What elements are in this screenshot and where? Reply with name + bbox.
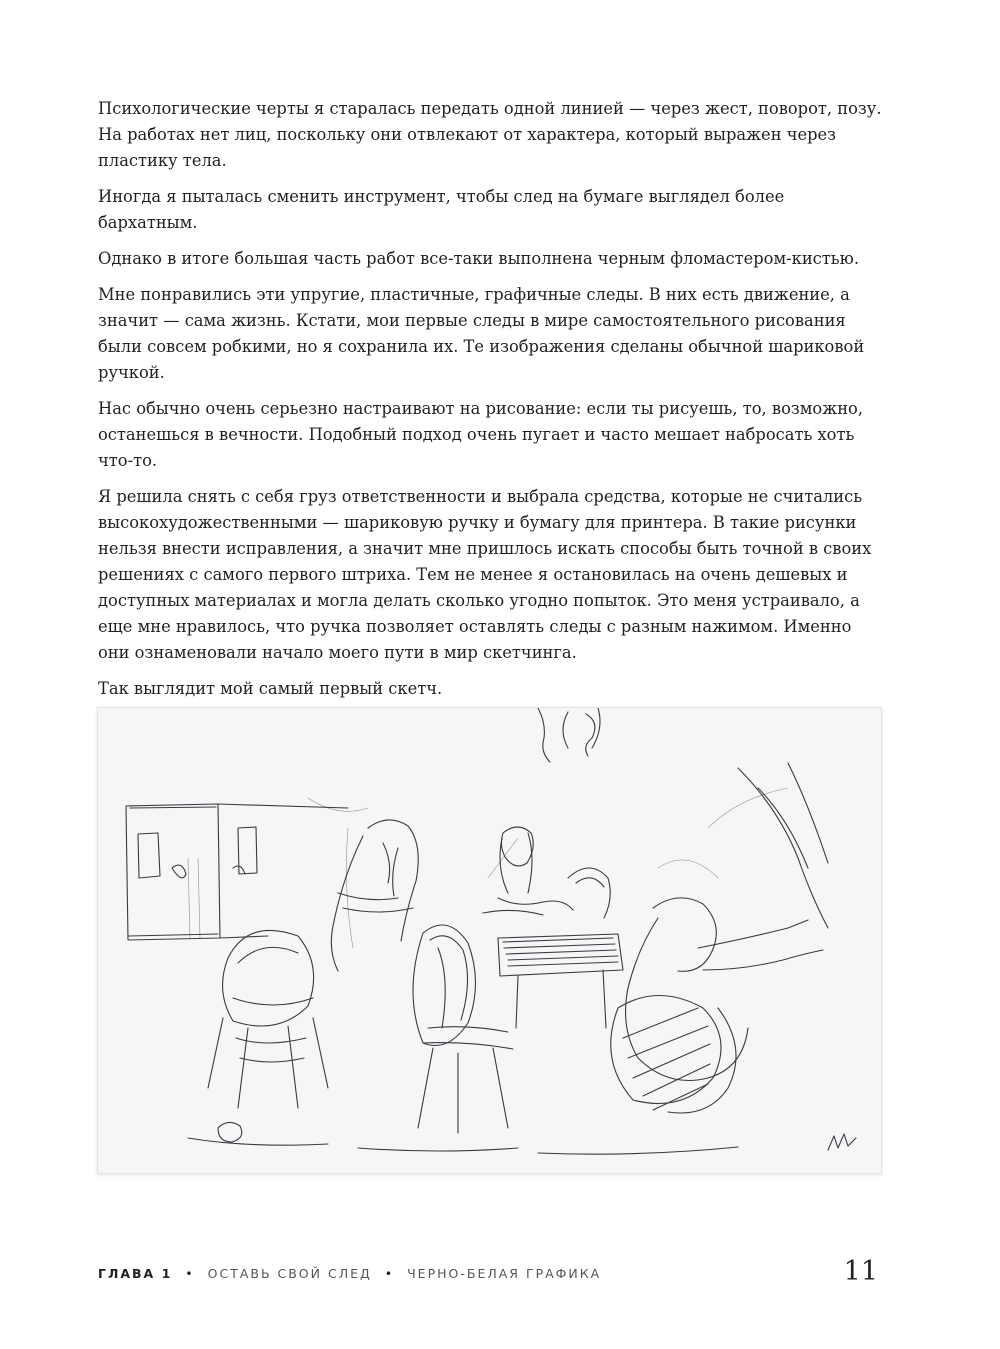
paragraph: Нас обычно очень серьезно настраивают на рисование: если ты рисуешь, то, возможно, останешься в вечности. Подобный подход очень пугает и часто мешает набросать хоть что-то.: [98, 399, 864, 470]
separator-dot: •: [384, 1266, 395, 1281]
chapter-label: ГЛАВА 1: [98, 1266, 173, 1281]
paragraph: Однако в итоге большая часть работ все-таки выполнена черным фломастером-кистью.: [98, 249, 860, 268]
body-text: [98, 96, 888, 712]
running-head: [98, 1266, 601, 1281]
page-footer: [98, 1256, 880, 1290]
page-number: 11: [843, 1256, 878, 1287]
separator-dot: •: [185, 1266, 195, 1281]
paragraph: Я решила снять с себя груз ответственности и выбрала средства, которые не считались высокохудожественными — шариковую ручку и бумагу для принтера. В такие рисунки нельзя внести исправления, а значит мне пришлось искать способы быть точной в своих решениях с самого первого штриха. Тем не менее я остановилась на очень дешевых и доступных материалах и могла делать сколько угодно попыток. Это меня устраивало, а еще мне нравилось, что ручка позволяет оставлять следы с разным нажимом. Именно они ознаменовали начало моего пути в мир скетчинга.: [98, 487, 872, 662]
first-sketch-image: [97, 707, 882, 1174]
ballpoint-sketch-drawing: [98, 708, 881, 1173]
section-label: ОСТАВЬ СВОЙ СЛЕД: [207, 1266, 372, 1281]
paragraph: Иногда я пыталась сменить инструмент, чтобы след на бумаге выглядел более бархатным.: [98, 187, 785, 232]
subsection-label: ЧЕРНО-БЕЛАЯ ГРАФИКА: [407, 1266, 602, 1281]
paragraph: Психологические черты я старалась передать одной линией — через жест, поворот, позу. На работах нет лиц, поскольку они отвлекают от характера, который выражен через пластику тела.: [98, 99, 882, 170]
paragraph: Мне понравились эти упругие, пластичные, графичные следы. В них есть движение, а значит — сама жизнь. Кстати, мои первые следы в мире самостоятельного рисования были совсем робкими, но я сохранила их. Те изображения сделаны обычной шариковой ручкой.: [98, 285, 865, 382]
paragraph: Так выглядит мой самый первый скетч.: [98, 679, 443, 698]
